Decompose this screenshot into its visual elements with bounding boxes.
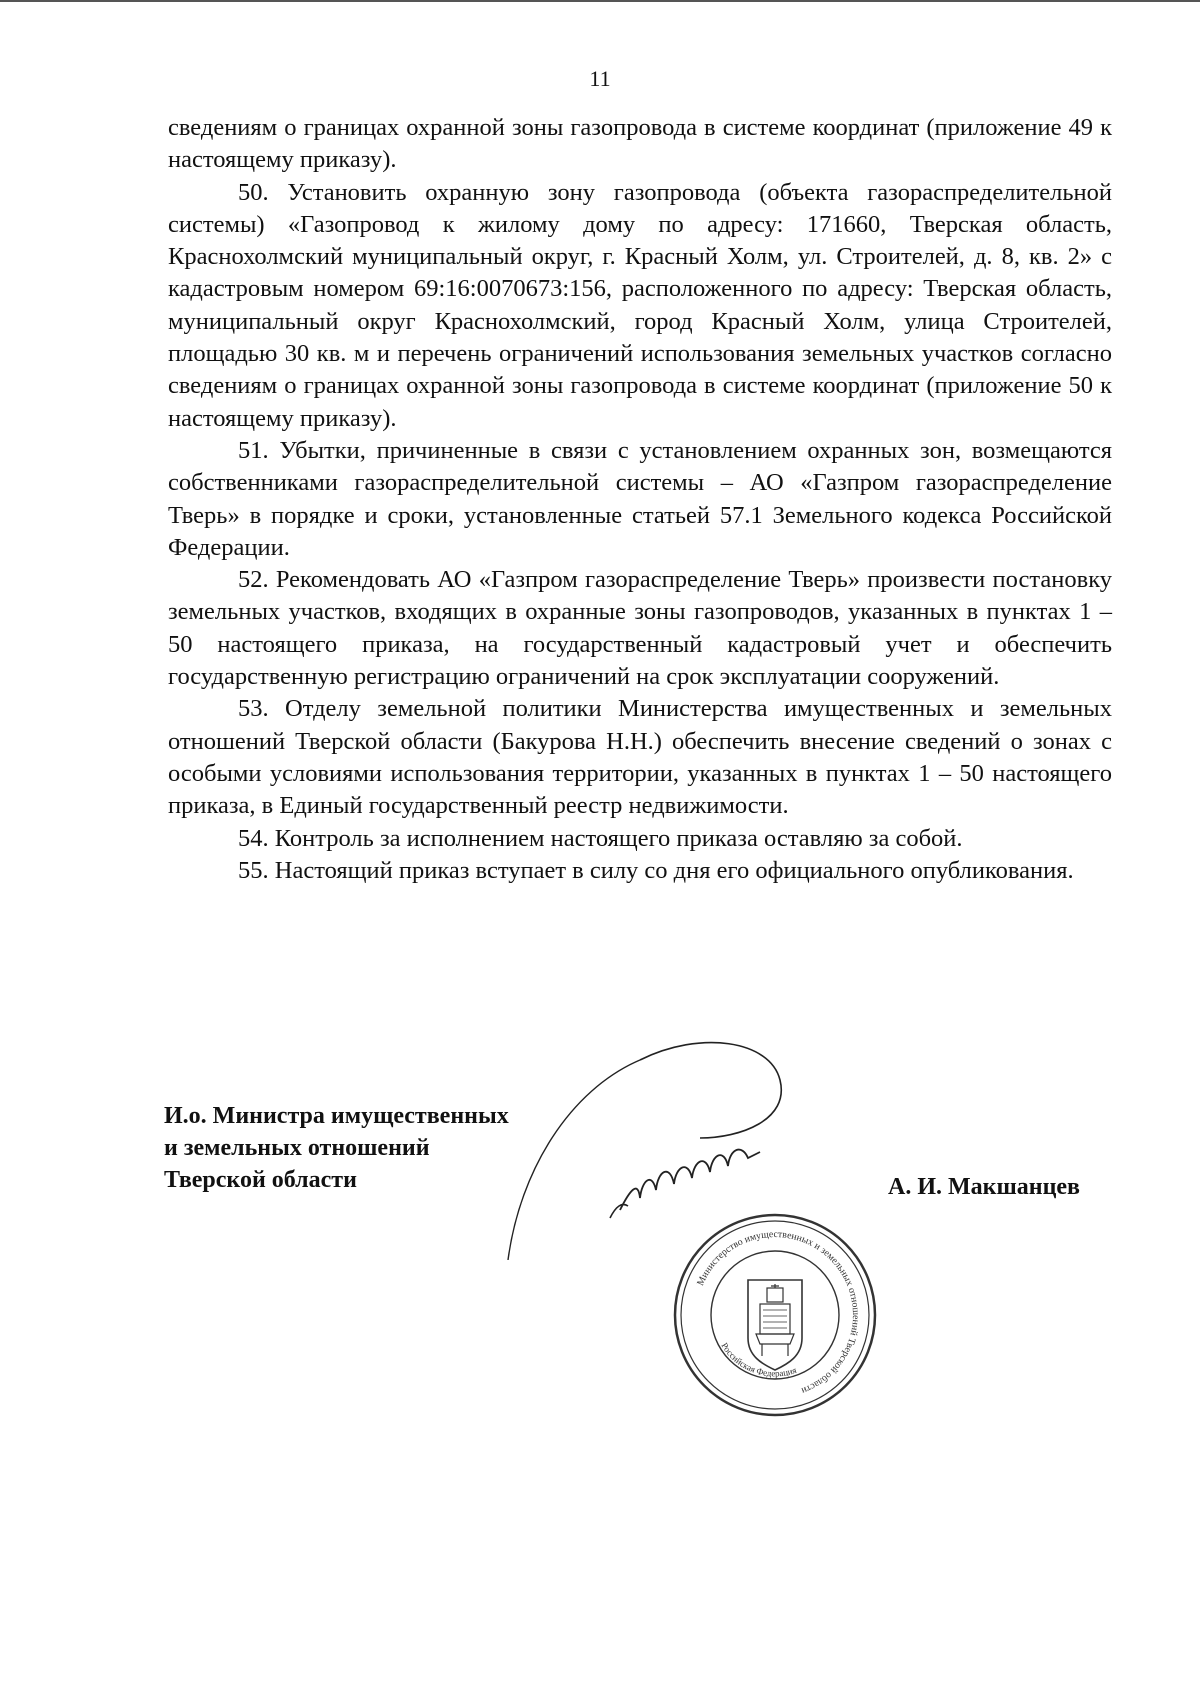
paragraph-continuation: сведениям о границах охранной зоны газопровода в системе координат (приложение 49 к настоящему приказу). xyxy=(168,114,1112,174)
paragraph-item-50: 50. Установить охранную зону газопровода (объекта газораспределительной системы) «Газопровод к жилому дому по адресу: 171660, Тверская область, Краснохолмский муниципальный округ, г. Красный Холм, ул. Строителей, д. 8, кв. 2» с кадастровым номером 69:16:0070673:156, расположенного по адресу: Тверская область, муниципальный округ Краснохолмский, город Красный Холм, улица Строителей, площадью 30 кв. м и перечень ограничений использования земельных участков согласно сведениям о границах охранной зоны газопровода в системе координат (приложение 50 к настоящему приказу). xyxy=(168,178,1112,432)
paragraph-item-54: 54. Контроль за исполнением настоящего приказа оставляю за собой. xyxy=(238,824,963,852)
signatory-title xyxy=(164,1100,509,1196)
paragraph-item-52: 52. Рекомендовать АО «Газпром газораспределение Тверь» произвести постановку земельных участков, входящих в охранные зоны газопроводов, указанных в пунктах 1 – 50 настоящего приказа, на государственный кадастровый учет и обеспечить государственную регистрацию ограничений на срок эксплуатации сооружений. xyxy=(168,566,1112,691)
signatory-title-line: И.о. Министра имущественных xyxy=(164,1103,509,1129)
coat-of-arms-icon xyxy=(748,1280,802,1370)
page-top-edge xyxy=(0,0,1200,2)
seal-ring-text: Министерство имущественных и земельных отношений Тверской области xyxy=(695,1228,862,1397)
signatory-title-line: Тверской области xyxy=(164,1167,357,1193)
paragraph-item-53: 53. Отделу земельной политики Министерства имущественных и земельных отношений Тверской области (Бакурова Н.Н.) обеспечить внесение сведений о зонах с особыми условиями использования территории, указанных в пунктах 1 – 50 настоящего приказа, в Единый государственный реестр недвижимости. xyxy=(168,695,1112,820)
paragraph-item-51: 51. Убытки, причиненные в связи с установлением охранных зон, возмещаются собственниками газораспределительной системы – АО «Газпром газораспределение Тверь» в порядке и сроки, установленные статьей 57.1 Земельного кодекса Российской Федерации. xyxy=(168,436,1112,561)
paragraph-item-55: 55. Настоящий приказ вступает в силу со дня его официального опубликования. xyxy=(238,856,1074,884)
document-body xyxy=(168,112,1112,887)
seal-bottom-text: Российская Федерация xyxy=(719,1340,798,1379)
page-number: 11 xyxy=(589,66,611,91)
signatory-name: А. И. Макшанцев xyxy=(888,1174,1081,1200)
official-seal xyxy=(670,1210,880,1420)
signatory-title-line: и земельных отношений xyxy=(164,1135,430,1161)
